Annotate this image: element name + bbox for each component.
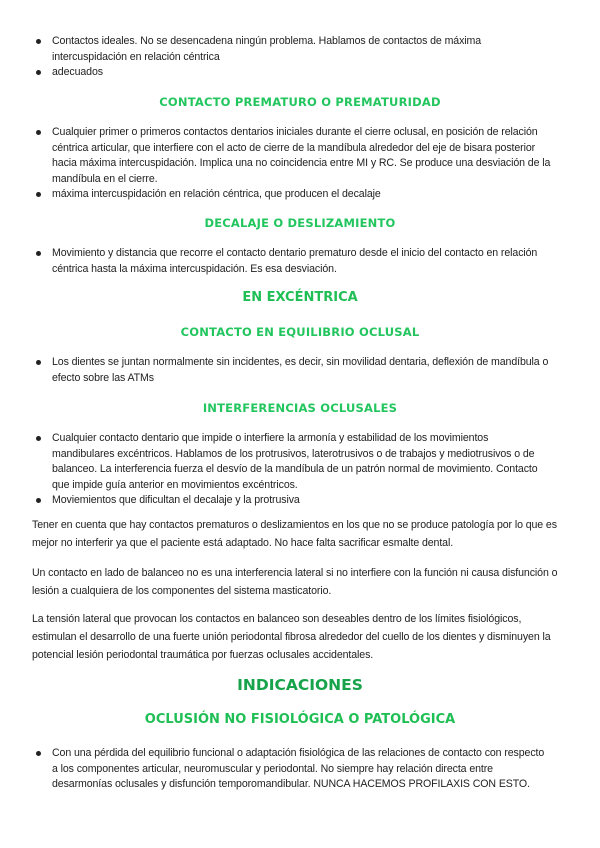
heading-excentrica: EN EXCÉNTRICA (242, 290, 358, 305)
list-item: máxima intercuspidación en relación céntrica, que producen el decalaje (32, 187, 552, 203)
heading-contacto-prematuro: CONTACTO PREMATURO O PREMATURIDAD (159, 95, 441, 109)
paragraph-tension-lateral: La tensión lateral que provocan los contactos en balanceo son deseables dentro de los límites fisiológicos, estimulan el desarrollo de una fuerte unión periodontal fibrosa alrededor del cuello de los dientes y disminuyen la potencial lesión periodontal traumática por fuerzas oclusales accidentales. (32, 613, 551, 661)
paragraph-contactos-prematuros: Tener en cuenta que hay contactos prematuros o deslizamientos en los que no se produce patología por lo que es mejor no interferir ya que el paciente está adaptado. No hace falta sacrificar esmalte dental. (32, 519, 557, 549)
list-item: adecuados (32, 65, 552, 81)
list-item: Movimiento y distancia que recorre el contacto dentario prematuro desde el inicio del contacto en relación céntrica hasta la máxima intercuspidación. Es esa desviación. (32, 246, 552, 277)
heading-equilibrio: CONTACTO EN EQUILIBRIO OCLUSAL (180, 325, 420, 339)
heading-indicaciones: INDICACIONES (237, 676, 363, 694)
bullet-list-no-fisiologica (32, 746, 552, 793)
list-item: Cualquier contacto dentario que impide o interfiere la armonía y estabilidad de los movimientos mandibulares excéntricos. Hablamos de los protrusivos, laterotrusivos o de trabajos y mediotrusivos o de balanceo. La interferencia fuerza el desvío de la mandíbula de un patrón normal de movimiento. Contacto que impide guía anterior en movimientos excéntricos. (32, 431, 552, 493)
bullet-list-interferencias (32, 431, 552, 509)
bullet-list-decalaje (32, 246, 552, 277)
list-item: Moviemientos que dificultan el decalaje y la protrusiva (32, 493, 552, 509)
list-item: Con una pérdida del equilibrio funcional o adaptación fisiológica de las relaciones de contacto con respecto a los componentes articular, neuromuscular y periodontal. No siempre hay relación directa entre desarmonías oclusales y disfunción temporomandibular. NUNCA HACEMOS PROFILAXIS CON ESTO. (32, 746, 552, 793)
paragraph-balanceo: Un contacto en lado de balanceo no es una interferencia lateral si no interfiere con la función ni causa disfunción o lesión a cualquiera de los componentes del sistema masticatorio. (32, 567, 558, 597)
bullet-list-contacto-prematuro (32, 125, 552, 203)
list-item: Los dientes se juntan normalmente sin incidentes, es decir, sin movilidad dentaria, deflexión de mandíbula o efecto sobre las ATMs (32, 355, 552, 386)
list-item: Cualquier primer o primeros contactos dentarios iniciales durante el cierre oclusal, en posición de relación céntrica articular, que interfiere con el acto de cierre de la mandíbula alrededor del eje de bisara posterior hacia máxima intercuspidación. Implica una no coincidencia entre MI y RC. Se produce una desviación de la mandíbula en el cierre. (32, 125, 552, 187)
heading-interferencias: INTERFERENCIAS OCLUSALES (202, 401, 398, 415)
heading-no-fisiologica: OCLUSIÓN NO FISIOLÓGICA O PATOLÓGICA (144, 712, 456, 727)
bullet-list-equilibrio (32, 355, 552, 386)
list-item: Contactos ideales. No se desencadena ningún problema. Hablamos de contactos de máxima intercuspidación en relación céntrica (32, 34, 552, 65)
heading-decalaje: DECALAJE O DESLIZAMIENTO (204, 216, 396, 230)
bullet-list-top (32, 34, 552, 81)
